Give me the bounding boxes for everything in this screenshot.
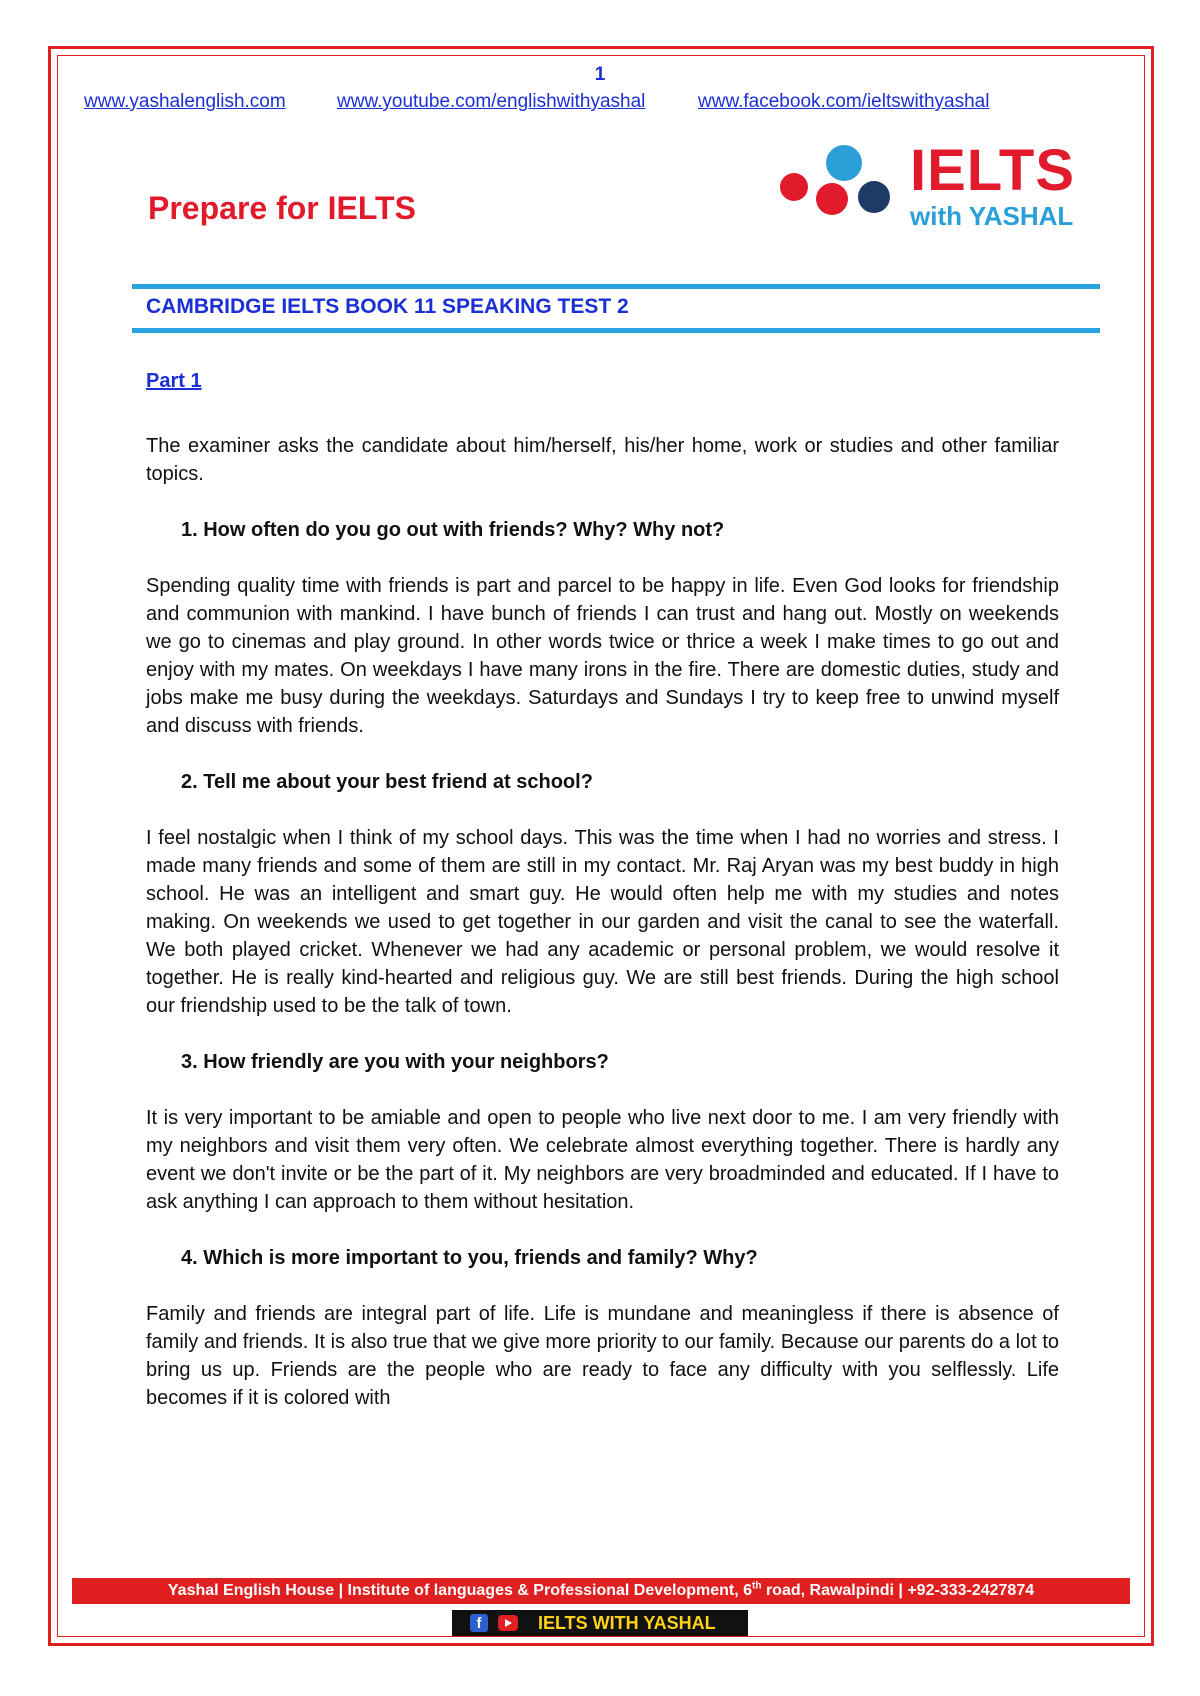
prepare-title: Prepare for IELTS <box>148 190 416 226</box>
page-number: 1 <box>594 64 606 85</box>
footer-address-bar <box>72 1578 1130 1604</box>
question-2: 2. Tell me about your best friend at school? <box>181 771 593 793</box>
logo-subtitle: with YASHAL <box>910 201 1074 231</box>
youtube-icon[interactable] <box>498 1615 518 1631</box>
question-3: 3. How friendly are you with your neighbors? <box>181 1051 609 1073</box>
footer-address-end: road, Rawalpindi | +92-333-2427874 <box>761 1582 1035 1599</box>
answer-2: I feel nostalgic when I think of my school days. This was the time when I had no worries and stress. I made many friends and some of them are still in my contact. Mr. Raj Aryan was my best buddy in high school. He was an intelligent and smart guy. He would often help me with my studies and notes making. On weekends we used to get together in our garden and visit the canal to see the waterfall. We both played cricket. Whenever we had any academic or personal problem, we would resolve it together. He is really kind-hearted and religious guy. We are still best friends. During the high school our friendship used to be the talk of town. <box>146 827 1059 1017</box>
website-link[interactable]: www.yashalenglish.com <box>84 91 286 112</box>
question-1: 1. How often do you go out with friends? Why? Why not? <box>181 519 725 541</box>
intro-paragraph: The examiner asks the candidate about him/herself, his/her home, work or studies and other familiar topics. <box>146 435 1059 485</box>
logo-dot-red-icon <box>780 173 808 201</box>
logo-dot-blue-icon <box>826 145 862 181</box>
document-title: CAMBRIDGE IELTS BOOK 11 SPEAKING TEST 2 <box>146 295 629 318</box>
logo-dot-red2-icon <box>816 183 848 215</box>
social-label: IELTS WITH YASHAL <box>538 1612 716 1633</box>
footer-social-bar <box>452 1610 748 1636</box>
facebook-link[interactable]: www.facebook.com/ieltswithyashal <box>698 91 990 112</box>
header-links <box>84 91 1114 117</box>
youtube-link[interactable]: www.youtube.com/englishwithyashal <box>337 91 646 112</box>
title-rule-bottom <box>132 328 1100 333</box>
footer-address-sup: th <box>752 1580 762 1592</box>
facebook-icon[interactable]: f <box>470 1614 488 1632</box>
logo-dot-navy-icon <box>858 181 890 213</box>
content-body <box>146 432 1059 1412</box>
answer-4: Family and friends are integral part of life. Life is mundane and meaningless if there is absence of family and friends. It is also true that we give more priority to our family. Because our parents do a lot to bring us up. Friends are the people who are ready to face any difficulty with you selflessly. Life becomes if it is colored with <box>146 1303 1059 1409</box>
footer-address: Yashal English House | Institute of languages & Professional Development, 6 <box>167 1582 753 1599</box>
answer-1: Spending quality time with friends is part and parcel to be happy in life. Even God looks for friendship and communion with mankind. I have bunch of friends I can trust and hang out. Mostly on weekends we go to cinemas and play ground. In other words twice or thrice a week I make times to go out and enjoy with my mates. On weekdays I have many irons in the fire. There are domestic duties, study and jobs make me busy during the weekdays. Saturdays and Sundays I try to keep free to unwind myself and discuss with friends. <box>146 575 1059 737</box>
title-rule-top <box>132 284 1100 289</box>
logo-word: IELTS <box>910 138 1076 203</box>
question-4: 4. Which is more important to you, friends and family? Why? <box>181 1247 758 1269</box>
answer-3: It is very important to be amiable and open to people who live next door to me. I am very friendly with my neighbors and visit them very often. We celebrate almost everything together. There is hardly any event we don't invite or be the part of it. My neighbors are very broadminded and educated. If I have to ask anything I can approach to them without hesitation. <box>146 1107 1059 1213</box>
ielts-logo <box>780 138 1100 245</box>
part-heading: Part 1 <box>146 370 202 392</box>
